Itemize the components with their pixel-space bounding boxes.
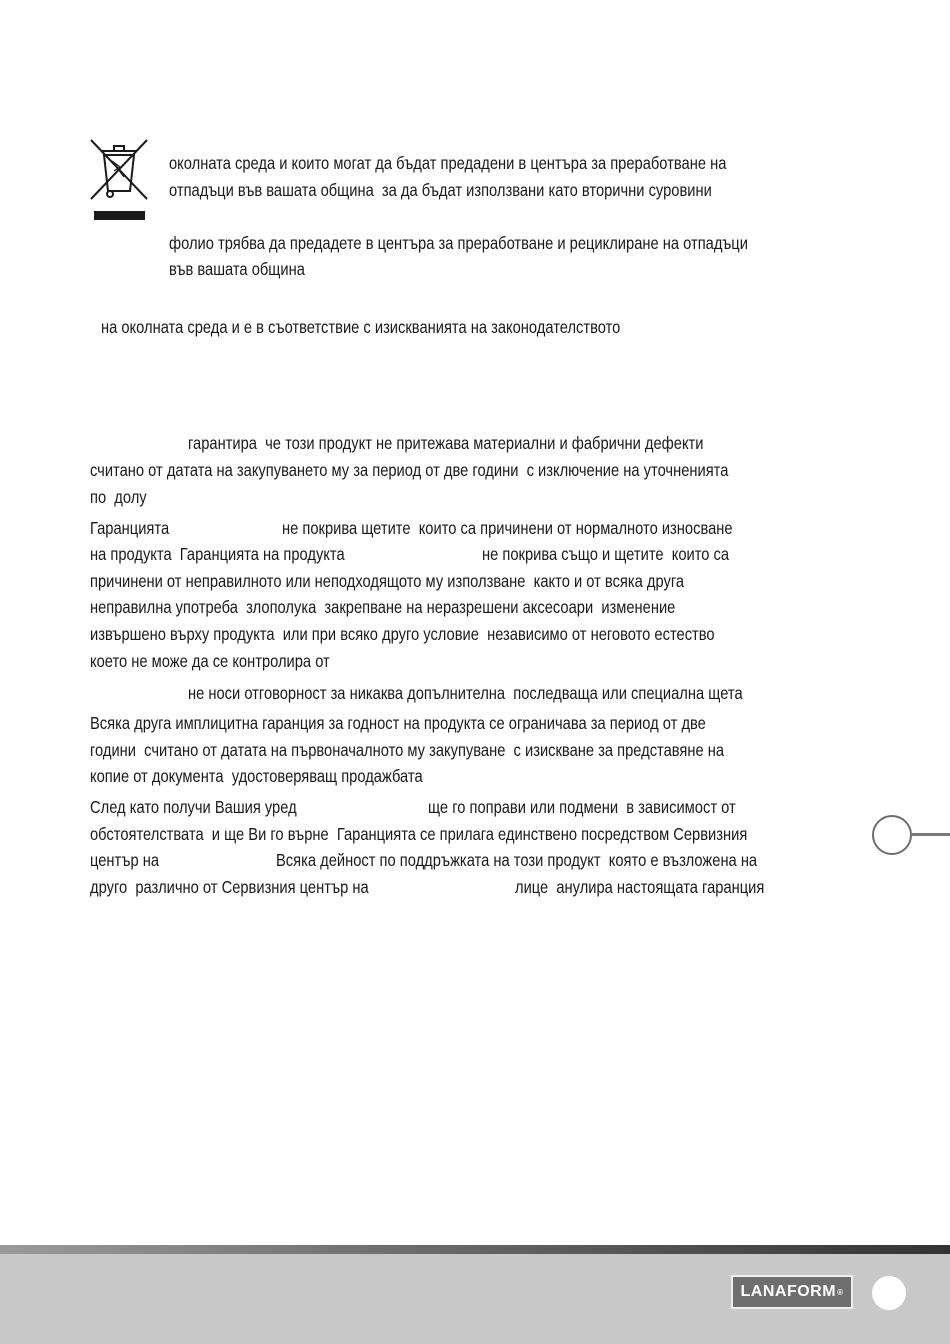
- warranty-text-line: ще го поправи или подмени в зависимост от: [428, 797, 736, 817]
- disposal-text-line: във вашата община: [169, 259, 305, 279]
- warranty-text-line: считано от датата на закупуването му за период от две години с изключение на уточненията: [90, 460, 729, 480]
- warranty-text-line: не носи отговорност за никаква допълнителна последваща или специална щета: [188, 683, 743, 703]
- warranty-text-line: център на: [90, 850, 160, 870]
- crossed-out-wheelie-bin-icon: [88, 137, 150, 223]
- registered-mark: ®: [837, 1287, 844, 1297]
- warranty-text-line: на продукта Гаранцията на продукта: [90, 544, 345, 564]
- brand-logo: [731, 1275, 853, 1309]
- page-number-circle: [872, 1276, 906, 1310]
- section-tab-line: [912, 833, 950, 836]
- disposal-text-line: околната среда и които могат да бъдат предадени в центъра за преработване на: [169, 153, 727, 173]
- warranty-text-line: Гаранцията: [90, 518, 170, 538]
- warranty-text-line: не покрива също и щетите които са: [482, 544, 730, 564]
- warranty-text-line: причинени от неправилното или неподходящото му използване както и от всяка друга: [90, 571, 685, 591]
- warranty-text-line: което не може да се контролира от: [90, 651, 330, 671]
- warranty-text-line: копие от документа удостоверяващ продажбата: [90, 766, 423, 786]
- section-tab-marker: [872, 815, 912, 855]
- warranty-text-line: по долу: [90, 487, 147, 507]
- warranty-text-line: обстоятелствата и ще Ви го върне Гаранцията се прилага единствено посредством Сервизния: [90, 824, 748, 844]
- disposal-text-line: на околната среда и е в съответствие с изискванията на законодателството: [101, 317, 621, 337]
- warranty-text-line: гарантира че този продукт не притежава материални и фабрични дефекти: [188, 433, 704, 453]
- warranty-text-line: Всяка дейност по поддръжката на този продукт която е възложена на: [276, 850, 758, 870]
- warranty-text-line: друго различно от Сервизния център на: [90, 877, 369, 897]
- warranty-text-line: Всяка друга имплицитна гаранция за годност на продукта се ограничава за период от две: [90, 713, 706, 733]
- footer-stripe: [0, 1245, 950, 1254]
- disposal-text-line: фолио трябва да предадете в центъра за преработване и рециклиране на отпадъци: [169, 233, 748, 253]
- warranty-text-line: неправилна употреба злополука закрепване на неразрешени аксесоари изменение: [90, 597, 676, 617]
- brand-name: LANAFORM: [740, 1283, 837, 1300]
- warranty-text-line: години считано от датата на първоначалното му закупуване с изискване за представяне на: [90, 740, 725, 760]
- warranty-text-line: След като получи Вашия уред: [90, 797, 297, 817]
- warranty-text-line: лице анулира настоящата гаранция: [515, 877, 765, 897]
- disposal-text-line: отпадъци във вашата община за да бъдат използвани като вторични суровини: [169, 180, 712, 200]
- warranty-text-line: не покрива щетите които са причинени от нормалното износване: [282, 518, 733, 538]
- warranty-text-line: извършено върху продукта или при всяко друго условие независимо от неговото естество: [90, 624, 715, 644]
